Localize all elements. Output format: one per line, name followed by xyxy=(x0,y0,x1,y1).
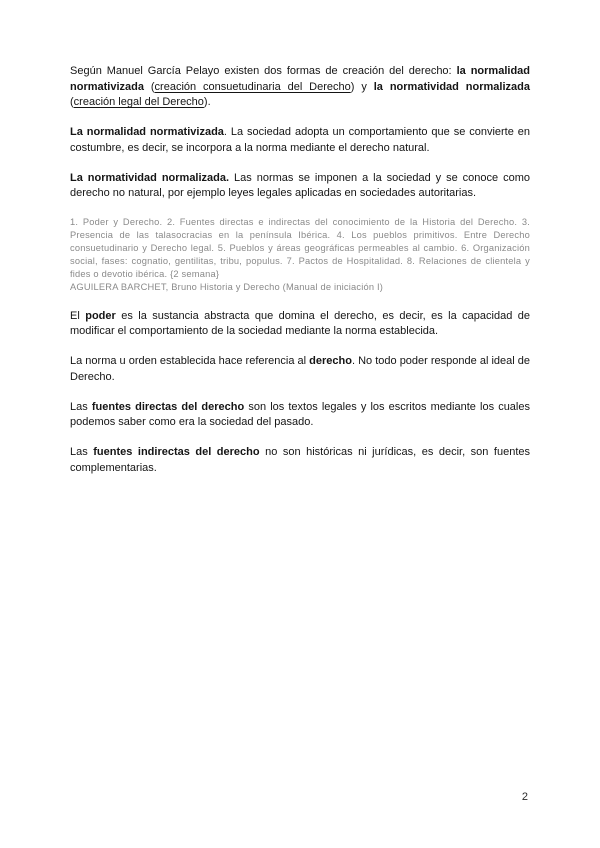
text-segment: no son históricas ni jurídicas, es decir, son fuentes complementarias. xyxy=(70,446,530,474)
text-segment: La normalidad normativizada xyxy=(70,126,224,138)
text-segment: fuentes indirectas del derecho xyxy=(93,446,260,458)
body-paragraph xyxy=(70,400,530,431)
text-segment: . La sociedad adopta un comportamiento que se convierte en costumbre, es decir, se incorpora a la norma mediante el derecho natural. xyxy=(70,126,530,154)
text-segment: creación consuetudinaria del Derecho xyxy=(154,80,351,93)
text-segment: ( xyxy=(143,80,155,93)
text-segment: Las xyxy=(70,446,94,458)
text-segment: la normatividad normalizada xyxy=(373,80,530,93)
text-segment: poder xyxy=(85,309,116,322)
text-segment: ) y xyxy=(350,80,374,93)
text-segment: La normatividad normalizada. xyxy=(70,171,230,184)
text-segment: fuentes directas del derecho xyxy=(91,400,245,413)
text-segment: La norma u orden establecida hace referencia al xyxy=(70,355,310,367)
body-paragraph xyxy=(70,354,530,385)
text-segment: creación legal del Derecho xyxy=(73,96,204,108)
body-paragraph xyxy=(70,445,530,476)
page-number: 2 xyxy=(521,791,528,803)
text-segment: Según Manuel García Pelayo existen dos formas de creación del derecho: xyxy=(70,65,457,77)
text-segment: Las normas se imponen a la sociedad y se conoce como derecho no natural, por ejemplo leyes legales aplicadas en sociedades autoritarias. xyxy=(70,171,530,199)
text-segment: derecho xyxy=(309,355,352,367)
text-segment: . No todo poder responde al ideal de Derecho. xyxy=(70,355,530,383)
page-content xyxy=(70,64,530,491)
text-segment: AGUILERA BARCHET, Bruno Historia y Derecho (Manual de iniciación I) xyxy=(70,282,384,292)
text-segment: son los textos legales y los escritos mediante los cuales podemos saber como era la sociedad del pasado. xyxy=(70,400,530,428)
text-segment: ). xyxy=(203,96,211,108)
note-paragraph xyxy=(70,216,530,281)
body-paragraph xyxy=(70,309,530,340)
body-paragraph xyxy=(70,171,530,202)
text-segment: es la sustancia abstracta que domina el derecho, es decir, es la capacidad de modificar el comportamiento de la sociedad mediante la norma establecida. xyxy=(70,309,530,337)
text-segment: 1. Poder y Derecho. 2. Fuentes directas e indirectas del conocimiento de la Historia del Derecho. 3. Presencia de las talasocracias en la península Ibérica. 4. Los pueblos primitivos. Entre Derecho consuetudinario y Derecho legal. 5. Pueblos y áreas geográficas permeables al cambio. 6. Organización social, fases: cognatio, gentilitas, tribu, populus. 7. Pactos de Hospitalidad. 8. Relaciones de clientela y fides o devotio ibérica. {2 semana} xyxy=(70,217,530,279)
text-segment: la normalidad normativizada xyxy=(70,65,530,93)
text-segment: El xyxy=(70,309,86,322)
note-paragraph xyxy=(70,281,530,294)
text-segment: Las xyxy=(70,400,92,413)
body-paragraph xyxy=(70,64,530,111)
text-segment: ( xyxy=(70,96,74,108)
body-paragraph xyxy=(70,125,530,156)
